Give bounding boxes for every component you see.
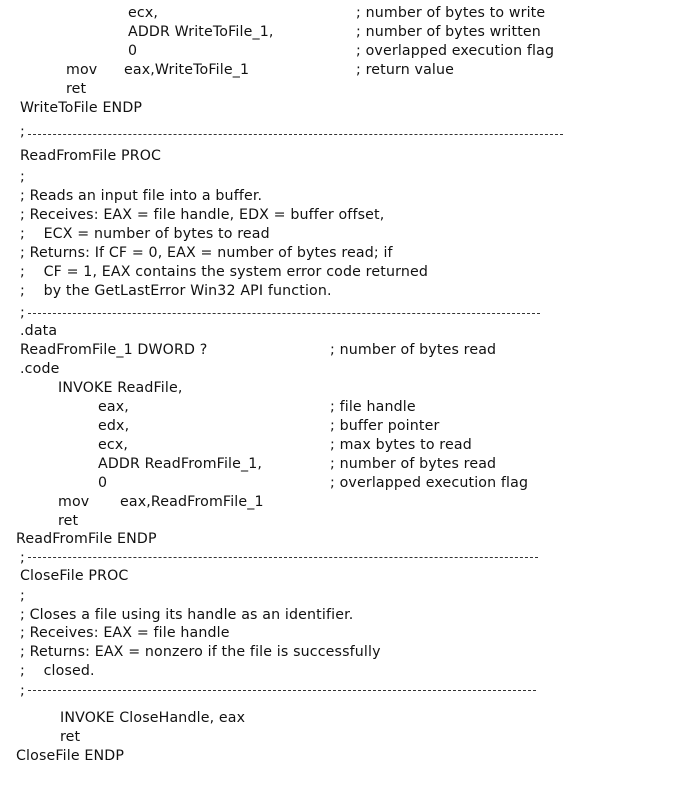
- code-comment: ; overlapped execution flag: [356, 43, 555, 59]
- code-line: [0, 398, 416, 417]
- separator-semicolon: ;: [20, 305, 25, 321]
- code-instruction: ret: [66, 81, 87, 97]
- code-comment: ; closed.: [20, 663, 95, 679]
- code-operand: 0: [128, 43, 138, 59]
- code-line: [0, 225, 270, 244]
- code-line: [0, 747, 125, 766]
- code-line: [0, 322, 58, 341]
- separator-rule: [28, 134, 563, 135]
- code-comment: ;: [20, 169, 25, 185]
- proc-end: WriteToFile ENDP: [20, 100, 143, 116]
- proc-start: ReadFromFile PROC: [20, 148, 162, 164]
- section-directive: .data: [20, 323, 58, 339]
- code-line: [0, 244, 393, 263]
- code-comment: ; Receives: EAX = file handle, EDX = buffer offset,: [20, 207, 385, 223]
- code-line: [0, 455, 497, 474]
- code-comment: ; Reads an input file into a buffer.: [20, 188, 263, 204]
- code-instruction: mov: [58, 494, 90, 510]
- code-operand: eax,WriteToFile_1: [124, 62, 250, 78]
- code-line: [0, 42, 555, 61]
- separator-line: [0, 123, 25, 142]
- code-instruction: INVOKE CloseHandle, eax: [60, 710, 246, 726]
- code-line: [0, 4, 546, 23]
- code-comment: ;: [20, 588, 25, 604]
- code-operand: ecx,: [98, 437, 129, 453]
- code-line: [0, 417, 440, 436]
- code-comment: ; file handle: [330, 399, 416, 415]
- section-directive: .code: [20, 361, 60, 377]
- code-line: [0, 587, 25, 606]
- code-comment: ; overlapped execution flag: [330, 475, 529, 491]
- code-line: [0, 728, 81, 747]
- separator-rule: [28, 557, 538, 558]
- code-line: [0, 168, 25, 187]
- code-line: [0, 643, 381, 662]
- code-line: [0, 80, 87, 99]
- code-line: [0, 624, 230, 643]
- code-line: [0, 606, 354, 625]
- code-comment: ; Returns: If CF = 0, EAX = number of bytes read; if: [20, 245, 393, 261]
- code-line: [0, 436, 472, 455]
- code-operand: ADDR ReadFromFile_1,: [98, 456, 263, 472]
- code-line: [0, 530, 157, 549]
- code-line: [0, 360, 60, 379]
- proc-end: ReadFromFile ENDP: [16, 531, 157, 547]
- code-line: [0, 282, 332, 301]
- code-operand: ecx,: [128, 5, 159, 21]
- code-comment: ; number of bytes written: [356, 24, 541, 40]
- code-comment: ; return value: [356, 62, 455, 78]
- code-line: [0, 187, 263, 206]
- code-line: [0, 512, 79, 531]
- separator-rule: [28, 690, 536, 691]
- code-line: [0, 493, 264, 512]
- code-instruction: mov: [66, 62, 98, 78]
- separator-rule: [28, 313, 540, 314]
- variable-declaration: ReadFromFile_1 DWORD ?: [20, 342, 208, 358]
- code-line: [0, 61, 455, 80]
- code-operand: 0: [98, 475, 108, 491]
- code-operand: ADDR WriteToFile_1,: [128, 24, 274, 40]
- code-comment: ; number of bytes read: [330, 342, 497, 358]
- code-line: [0, 23, 541, 42]
- code-comment: ; Closes a file using its handle as an identifier.: [20, 607, 354, 623]
- code-comment: ; number of bytes read: [330, 456, 497, 472]
- proc-end: CloseFile ENDP: [16, 748, 125, 764]
- code-instruction: ret: [60, 729, 81, 745]
- code-operand: eax,: [98, 399, 129, 415]
- code-line: [0, 662, 95, 681]
- separator-semicolon: ;: [20, 124, 25, 140]
- code-instruction: ret: [58, 513, 79, 529]
- code-line: [0, 206, 385, 225]
- code-comment: ; ECX = number of bytes to read: [20, 226, 270, 242]
- separator-line: [0, 682, 25, 701]
- separator-semicolon: ;: [20, 683, 25, 699]
- code-line: [0, 99, 143, 118]
- code-comment: ; CF = 1, EAX contains the system error code returned: [20, 264, 428, 280]
- separator-line: [0, 549, 25, 568]
- code-line: [0, 379, 183, 398]
- code-line: [0, 474, 529, 493]
- code-comment: ; by the GetLastError Win32 API function.: [20, 283, 332, 299]
- code-operand: eax,ReadFromFile_1: [120, 494, 264, 510]
- code-comment: ; number of bytes to write: [356, 5, 546, 21]
- proc-start: CloseFile PROC: [20, 568, 129, 584]
- separator-semicolon: ;: [20, 550, 25, 566]
- code-comment: ; Returns: EAX = nonzero if the file is successfully: [20, 644, 381, 660]
- code-comment: ; Receives: EAX = file handle: [20, 625, 230, 641]
- code-line: [0, 341, 497, 360]
- code-comment: ; max bytes to read: [330, 437, 472, 453]
- code-line: [0, 567, 129, 586]
- code-comment: ; buffer pointer: [330, 418, 440, 434]
- separator-line: [0, 304, 25, 323]
- code-operand: edx,: [98, 418, 130, 434]
- code-instruction: INVOKE ReadFile,: [58, 380, 183, 396]
- code-line: [0, 147, 162, 166]
- code-line: [0, 709, 246, 728]
- code-line: [0, 263, 428, 282]
